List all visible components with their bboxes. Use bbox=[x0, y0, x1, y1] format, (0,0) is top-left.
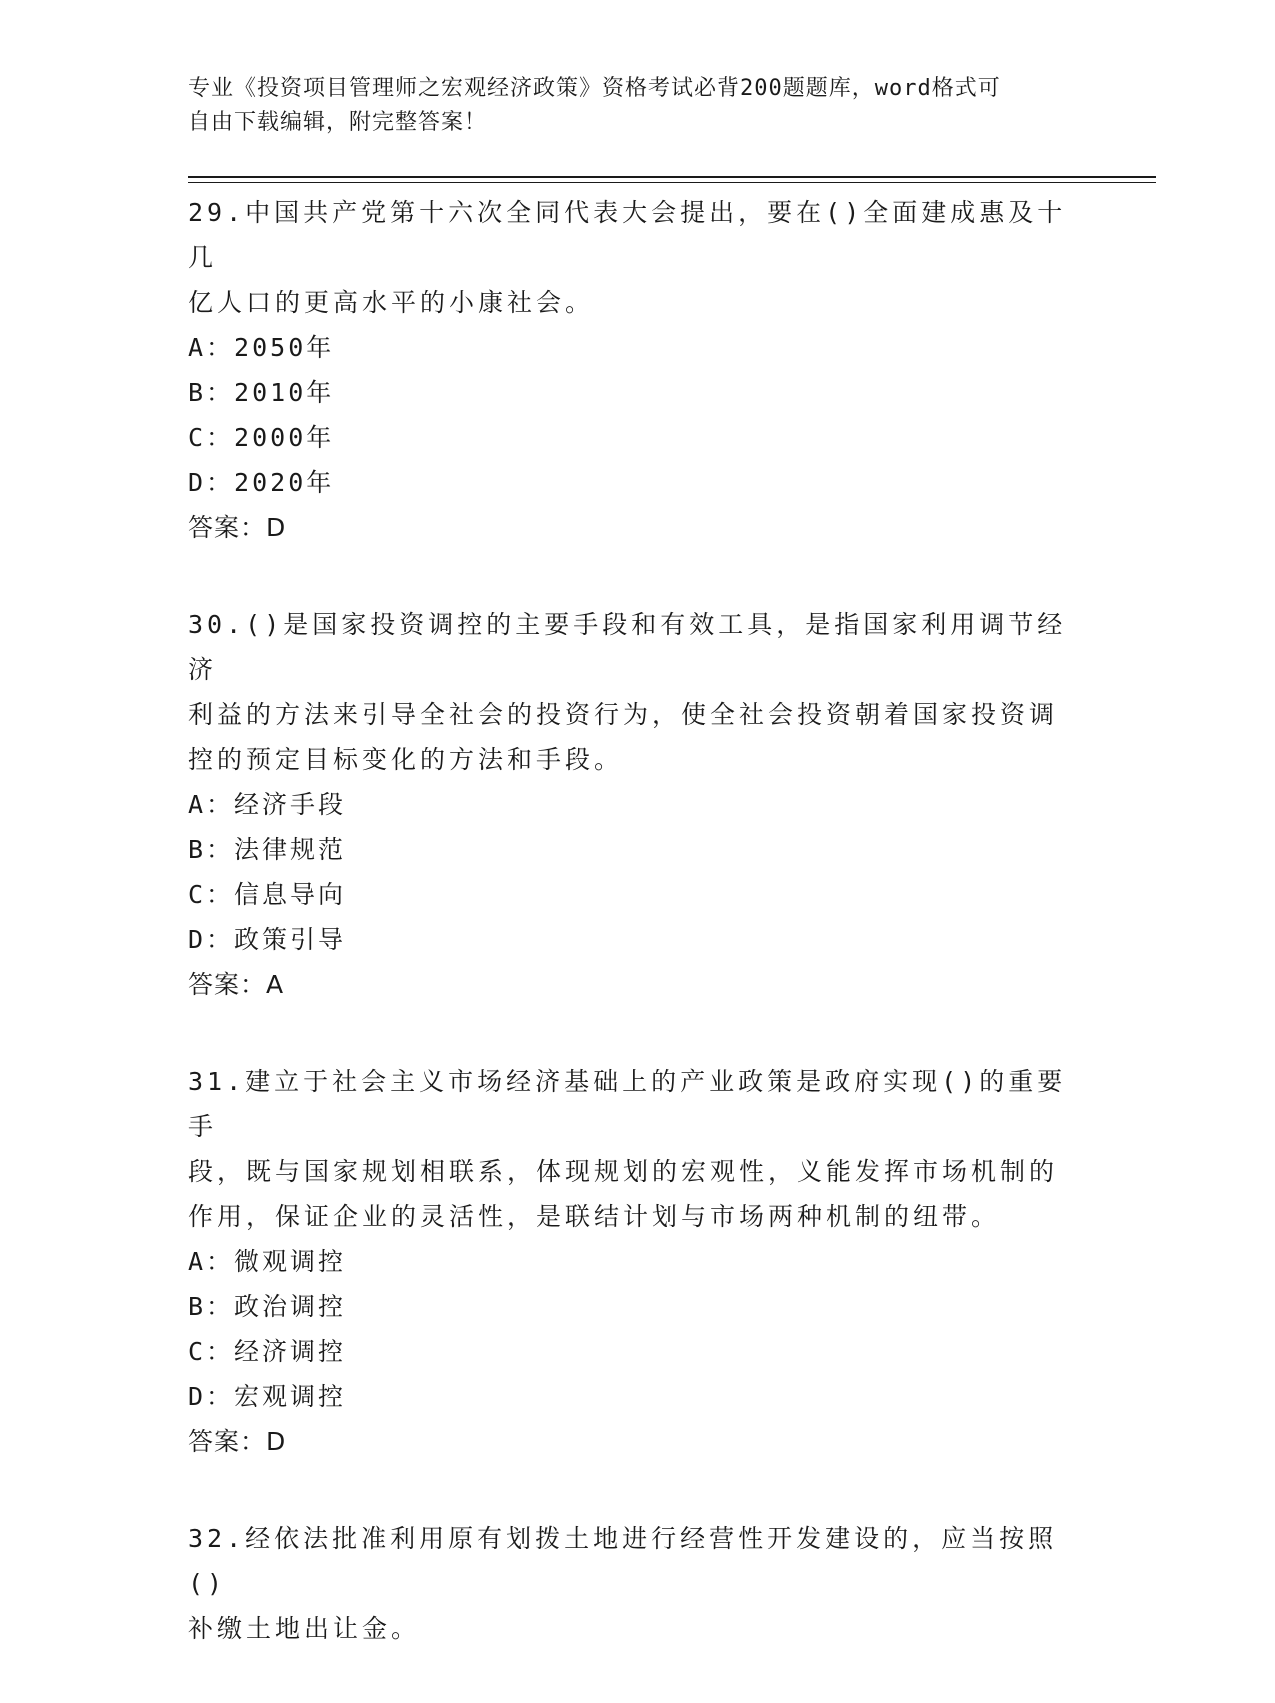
option-b: B：2010年 bbox=[188, 378, 335, 407]
answer-line: 答案：D bbox=[188, 513, 287, 542]
document-header bbox=[188, 72, 1068, 140]
question-30 bbox=[188, 602, 1088, 1007]
header-divider-thin bbox=[188, 182, 1156, 183]
question-32 bbox=[188, 1516, 1088, 1651]
option-d: D：宏观调控 bbox=[188, 1382, 347, 1411]
question-stem bbox=[188, 602, 1088, 782]
answer-line: 答案：A bbox=[188, 970, 285, 999]
option-c: C：2000年 bbox=[188, 423, 335, 452]
stem-line: 段，既与国家规划相联系，体现规划的宏观性，义能发挥市场机制的 bbox=[188, 1157, 1059, 1186]
option-b: B：政治调控 bbox=[188, 1292, 347, 1321]
stem-line: 31.建立于社会主义市场经济基础上的产业政策是政府实现()的重要手 bbox=[188, 1067, 1067, 1141]
stem-line: 29.中国共产党第十六次全同代表大会提出，要在()全面建成惠及十几 bbox=[188, 198, 1067, 272]
stem-line: 利益的方法来引导全社会的投资行为，使全社会投资朝着国家投资调 bbox=[188, 700, 1059, 729]
option-a: A：经济手段 bbox=[188, 790, 347, 819]
stem-line: 32.经依法批准利用原有划拨土地进行经营性开发建设的，应当按照() bbox=[188, 1524, 1058, 1598]
option-a: A：微观调控 bbox=[188, 1247, 347, 1276]
option-d: D：2020年 bbox=[188, 468, 335, 497]
option-b: B：法律规范 bbox=[188, 835, 347, 864]
option-c: C：经济调控 bbox=[188, 1337, 347, 1366]
question-list bbox=[188, 190, 1088, 1703]
stem-line: 补缴土地出让金。 bbox=[188, 1614, 421, 1643]
question-31 bbox=[188, 1059, 1088, 1464]
stem-line: 30.()是国家投资调控的主要手段和有效工具，是指国家利用调节经济 bbox=[188, 610, 1067, 684]
question-29 bbox=[188, 190, 1088, 550]
option-a: A：2050年 bbox=[188, 333, 335, 362]
stem-line: 亿人口的更高水平的小康社会。 bbox=[188, 288, 595, 317]
header-line-1: 专业《投资项目管理师之宏观经济政策》资格考试必背200题题库，word格式可 bbox=[188, 76, 1001, 101]
option-d: D：政策引导 bbox=[188, 925, 347, 954]
question-stem bbox=[188, 1059, 1088, 1239]
question-stem bbox=[188, 190, 1088, 325]
answer-line: 答案：D bbox=[188, 1427, 287, 1456]
header-line-2: 自由下载编辑，附完整答案！ bbox=[188, 110, 488, 135]
question-stem bbox=[188, 1516, 1088, 1651]
option-c: C：信息导向 bbox=[188, 880, 347, 909]
stem-line: 控的预定目标变化的方法和手段。 bbox=[188, 745, 624, 774]
header-divider-thick bbox=[188, 176, 1156, 178]
stem-line: 作用，保证企业的灵活性，是联结计划与市场两种机制的纽带。 bbox=[188, 1202, 1001, 1231]
